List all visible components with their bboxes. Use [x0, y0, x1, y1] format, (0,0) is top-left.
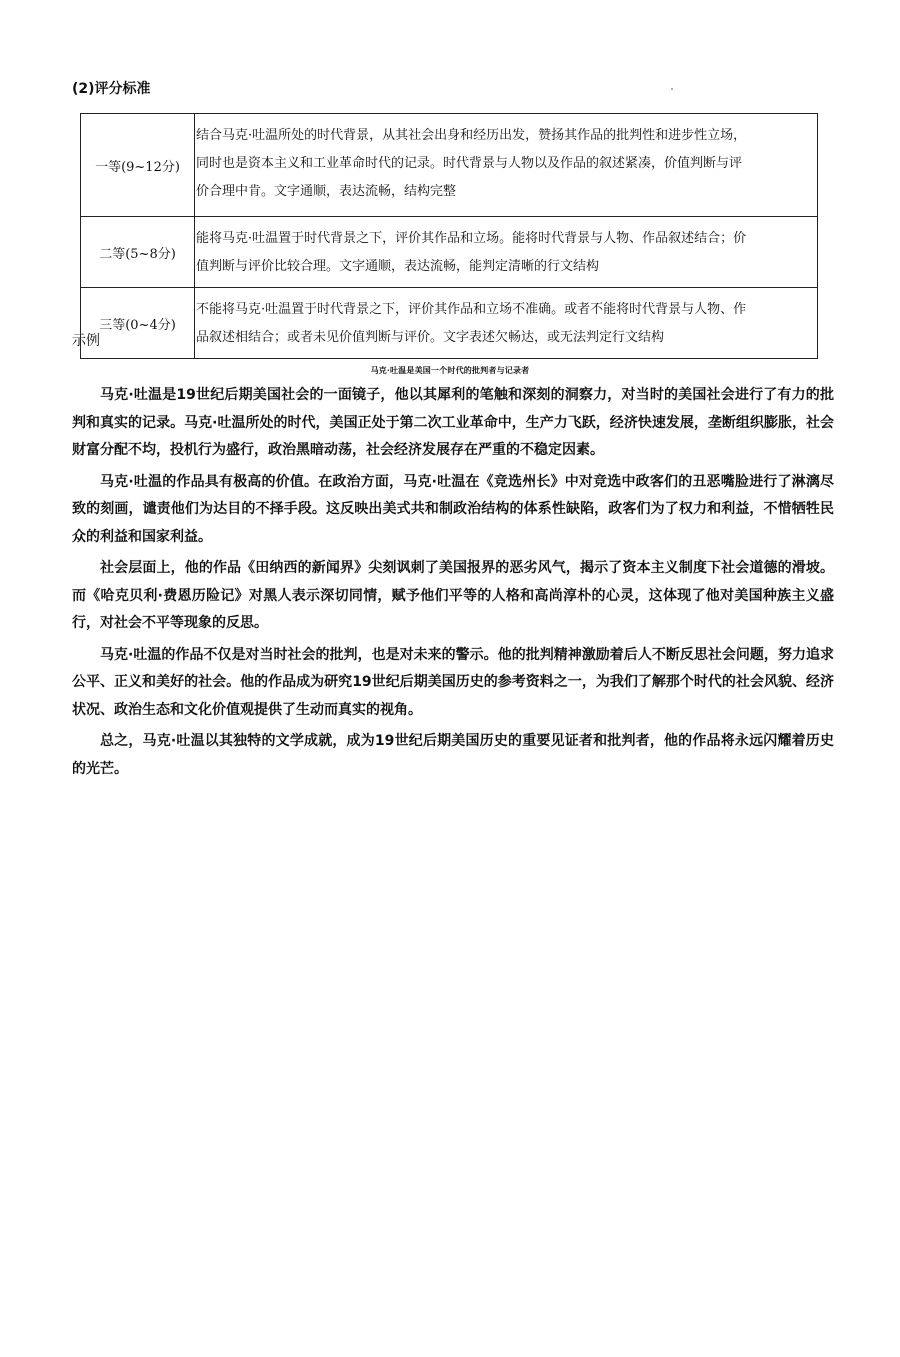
rubric-description-cell: [195, 114, 818, 217]
section-title: (2)评分标准: [72, 81, 151, 97]
example-label: 示例: [72, 333, 100, 349]
essay-title: 马克·吐温是美国一个时代的批判者与记录者: [370, 365, 530, 375]
essay-paragraph: 马克·吐温是19世纪后期美国社会的一面镜子，他以其犀利的笔触和深刻的洞察力，对当时的美国社会进行了有力的批判和真实的记录。马克·吐温所处的时代，美国正处于第二次工业革命中，生产力飞跃，经济快速发展，垄断组织膨胀，社会财富分配不均，投机行为盛行，政治黑暗动荡，社会经济发展存在严重的不稳定因素。: [72, 387, 834, 458]
rubric-grade: 二等(5~8分): [81, 217, 195, 288]
rubric-grade: 一等(9~12分): [81, 114, 195, 217]
rubric-row: [81, 217, 818, 288]
rubric-description: 不能将马克·吐温置于时代背景之下，评价其作品和立场不准确。或者不能将时代背景与人物、作品叙述相结合；或者未见价值判断与评价。文字表述欠畅达，或无法判定行文结构: [196, 302, 747, 345]
essay-body: [72, 382, 834, 787]
rubric-row: [81, 288, 818, 359]
essay-paragraph: 总之，马克·吐温以其独特的文学成就，成为19世纪后期美国历史的重要见证者和批判者，他的作品将永远闪耀着历史的光芒。: [72, 733, 834, 777]
stray-dot: [671, 88, 673, 90]
essay-paragraph: 社会层面上，他的作品《田纳西的新闻界》尖刻讽刺了美国报界的恶劣风气，揭示了资本主义制度下社会道德的滑坡。而《哈克贝利·费恩历险记》对黑人表示深切同情，赋予他们平等的人格和高尚淳朴的心灵，这体现了他对美国种族主义盛行，对社会不平等现象的反思。: [72, 560, 834, 631]
rubric-grade: 三等(0~4分): [81, 288, 195, 359]
rubric-description-cell: [195, 288, 818, 359]
rubric-table: [80, 113, 818, 359]
rubric-description: 结合马克·吐温所处的时代背景，从其社会出身和经历出发，赞扬其作品的批判性和进步性立场，同时也是资本主义和工业革命时代的记录。时代背景与人物以及作品的叙述紧凑，价值判断与评价合理中肯。文字通顺，表达流畅，结构完整: [196, 128, 747, 199]
rubric-description-cell: [195, 217, 818, 288]
essay-paragraph: 马克·吐温的作品不仅是对当时社会的批判，也是对未来的警示。他的批判精神激励着后人不断反思社会问题，努力追求公平、正义和美好的社会。他的作品成为研究19世纪后期美国历史的参考资料之一，为我们了解那个时代的社会风貌、经济状况、政治生态和文化价值观提供了生动而真实的视角。: [72, 646, 834, 718]
essay-paragraph: 马克·吐温的作品具有极高的价值。在政治方面，马克·吐温在《竞选州长》中对竞选中政客们的丑恶嘴脸进行了淋漓尽致的刻画，谴责他们为达目的不择手段。这反映出美式共和制政治结构的体系性缺陷，政客们为了权力和利益，不惜牺牲民众的利益和国家利益。: [72, 473, 834, 545]
rubric-description: 能将马克·吐温置于时代背景之下，评价其作品和立场。能将时代背景与人物、作品叙述结合；价值判断与评价比较合理。文字通顺，表达流畅，能判定清晰的行文结构: [196, 231, 747, 274]
rubric-row: [81, 114, 818, 217]
